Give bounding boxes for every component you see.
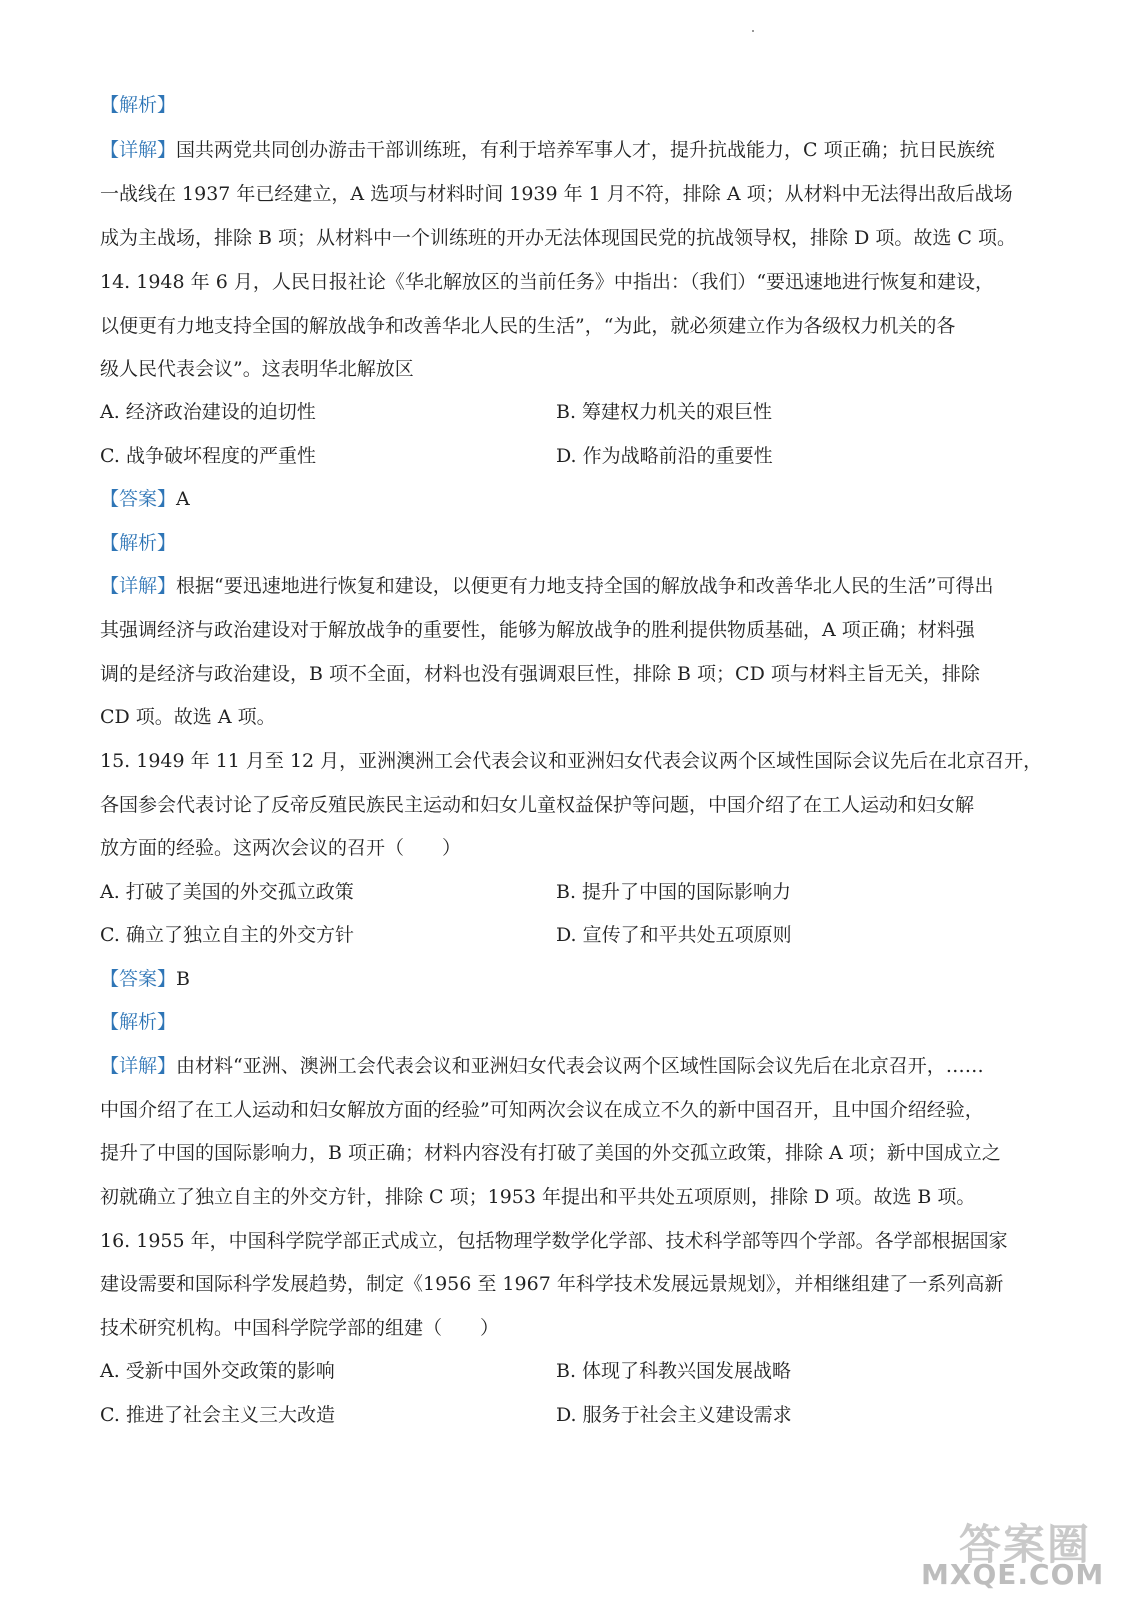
detail-line: 成为主战场，排除 B 项；从材料中一个训练班的开办无法体现国民党的抗战领导权，排除 D 项。故选 C 项。 [100,227,1016,249]
question-stem: 16. 1955 年，中国科学院学部正式成立，包括物理学数学化学部、技术科学部等四个学部。各学部根据国家 [100,1230,1008,1252]
detail-tag: 【详解】 [100,1055,177,1077]
option-a: A. 打破了美国的外交孤立政策 [100,881,354,903]
detail-line: 提升了中国的国际影响力，B 项正确；材料内容没有打破了美国的外交孤立政策，排除 A 项；新中国成立之 [100,1142,1001,1164]
detail-line: CD 项。故选 A 项。 [100,706,276,728]
question-stem: 技术研究机构。中国科学院学部的组建（ ） [100,1317,500,1339]
detail-text: 由材料“亚洲、澳洲工会代表会议和亚洲妇女代表会议两个区域性国际会议先后在北京召开，…… [176,1055,984,1077]
option-d: D. 作为战略前沿的重要性 [556,445,773,467]
detail-line [100,574,1015,598]
detail-line: 一战线在 1937 年已经建立，A 选项与材料时间 1939 年 1 月不符，排除 A 项；从材料中无法得出敌后战场 [100,183,1013,205]
answer-tag: 【答案】 [100,968,177,990]
detail-text: 国共两党共同创办游击干部训练班，有利于培养军事人才，提升抗战能力，C 项正确；抗日民族统 [176,139,995,161]
option-c: C. 推进了社会主义三大改造 [100,1404,335,1426]
detail-tag: 【详解】 [100,139,177,161]
watermark-text: 答案圈 [959,1520,1092,1569]
detail-line: 调的是经济与政治建设，B 项不全面，材料也没有强调艰巨性，排除 B 项；CD 项与材料主旨无关，排除 [100,663,980,685]
option-c: C. 战争破坏程度的严重性 [100,445,316,467]
analysis-tag: 【解析】 [100,532,177,554]
detail-line: 其强调经济与政治建设对于解放战争的重要性，能够为解放战争的胜利提供物质基础，A 项正确；材料强 [100,619,975,641]
question-stem: 放方面的经验。这两次会议的召开（ ） [100,837,462,859]
detail-line: 初就确立了独立自主的外交方针，排除 C 项；1953 年提出和平共处五项原则，排除 D 项。故选 B 项。 [100,1186,976,1208]
option-b: B. 体现了科教兴国发展战略 [556,1360,792,1382]
scan-artifact [752,30,754,32]
watermark-domain: MXQE.COM [921,1558,1105,1591]
option-c: C. 确立了独立自主的外交方针 [100,924,354,946]
detail-text: 根据“要迅速地进行恢复和建设，以便更有力地支持全国的解放战争和改善华北人民的生活”可得出 [176,575,994,597]
option-a: A. 经济政治建设的迫切性 [100,401,316,423]
question-stem: 15. 1949 年 11 月至 12 月，亚洲澳洲工会代表会议和亚洲妇女代表会议两个区域性国际会议先后在北京召开， [100,750,1043,772]
answer-value: A [176,488,190,510]
option-b: B. 筹建权力机关的艰巨性 [556,401,773,423]
analysis-tag: 【解析】 [100,1011,177,1033]
option-a: A. 受新中国外交政策的影响 [100,1360,335,1382]
option-b: B. 提升了中国的国际影响力 [556,881,792,903]
option-d: D. 宣传了和平共处五项原则 [556,924,792,946]
answer-tag: 【答案】 [100,488,177,510]
question-stem: 各国参会代表讨论了反帝反殖民族民主运动和妇女儿童权益保护等问题，中国介绍了在工人运动和妇女解 [100,794,975,816]
question-stem: 级人民代表会议”。这表明华北解放区 [100,358,414,380]
watermark-logo [921,1512,1111,1592]
detail-tag: 【详解】 [100,575,177,597]
detail-line [100,1054,1015,1078]
detail-line [100,138,1015,162]
question-stem: 以便更有力地支持全国的解放战争和改善华北人民的生活”，“为此，就必须建立作为各级权力机关的各 [100,315,956,337]
detail-line: 中国介绍了在工人运动和妇女解放方面的经验”可知两次会议在成立不久的新中国召开，且中国介绍经验， [100,1099,984,1121]
option-d: D. 服务于社会主义建设需求 [556,1404,792,1426]
question-stem: 建设需要和国际科学发展趋势，制定《1956 至 1967 年科学技术发展远景规划》，并相继组建了一系列高新 [100,1273,1004,1295]
question-stem: 14. 1948 年 6 月，人民日报社论《华北解放区的当前任务》中指出：（我们）“要迅速地进行恢复和建设， [100,271,995,293]
answer-line [100,487,1015,511]
analysis-tag: 【解析】 [100,94,177,116]
answer-line [100,967,1015,991]
answer-value: B [176,968,190,990]
